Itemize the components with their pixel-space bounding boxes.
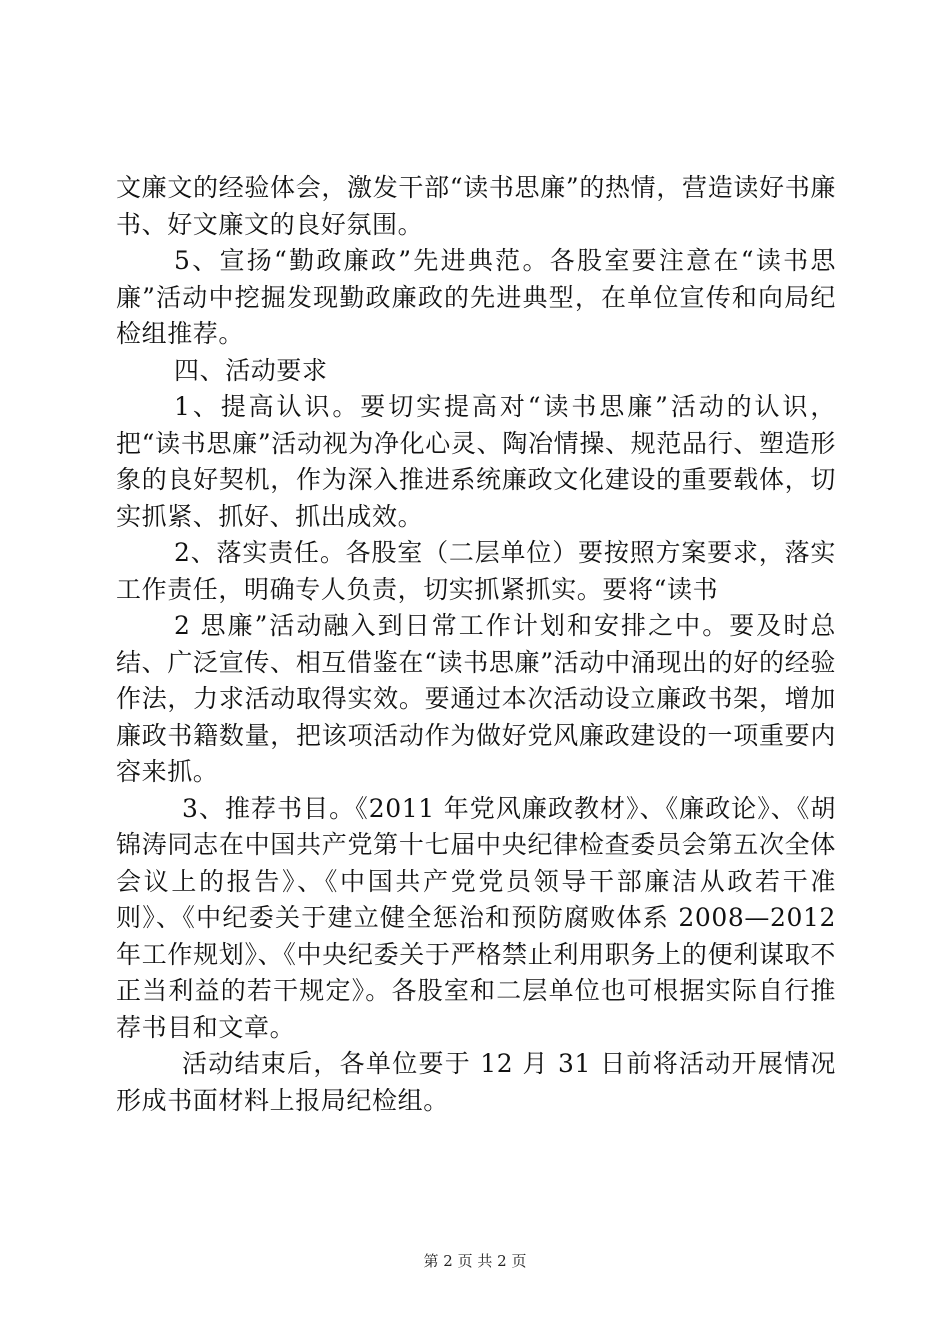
document-body [116,170,836,1119]
page-footer: 第 2 页 共 2 页 [423,1252,527,1270]
section-heading-requirements: 四、活动要求 [174,355,328,385]
paragraph-item-2: 2、落实责任。各股室（二层单位）要按照方案要求，落实工作责任，明确专人负责，切实抓紧抓实。要将“读书 [116,538,836,604]
paragraph-item-5: 5、宣扬“勤政廉政”先进典范。各股室要注意在“读书思廉”活动中挖掘发现勤政廉政的先进典型，在单位宣传和向局纪检组推荐。 [116,246,836,348]
paragraph-closing: 活动结束后，各单位要于 12 月 31 日前将活动开展情况形成书面材料上报局纪检组。 [116,1049,836,1115]
paragraph-continuation: 文廉文的经验体会，激发干部“读书思廉”的热情，营造读好书廉书、好文廉文的良好氛围。 [116,173,836,239]
paragraph-item-3: 3、推荐书目。《2011 年党风廉政教材》、《廉政论》、《胡锦涛同志在中国共产党第十七届中央纪律检查委员会第五次全体会议上的报告》、《中国共产党党员领导干部廉洁从政若干准则》、《中纪委关于建立健全惩治和预防腐败体系 2008—2012 年工作规划》、《中央纪委关于严格禁止利用职务上的便利谋取不正当利益的若干规定》。各股室和二层单位也可根据实际自行推荐书目和文章。 [116,793,836,1042]
paragraph-item-1: 1、提高认识。要切实提高对“读书思廉”活动的认识，把“读书思廉”活动视为净化心灵、陶冶情操、规范品行、塑造形象的良好契机，作为深入推进系统廉政文化建设的重要载体，切实抓紧、抓好、抓出成效。 [116,392,836,531]
paragraph-item-2-continued: 2 思廉”活动融入到日常工作计划和安排之中。要及时总结、广泛宣传、相互借鉴在“读书思廉”活动中涌现出的好的经验作法，力求活动取得实效。要通过本次活动设立廉政书架，增加廉政书籍数量，把该项活动作为做好党风廉政建设的一项重要内容来抓。 [116,611,836,786]
